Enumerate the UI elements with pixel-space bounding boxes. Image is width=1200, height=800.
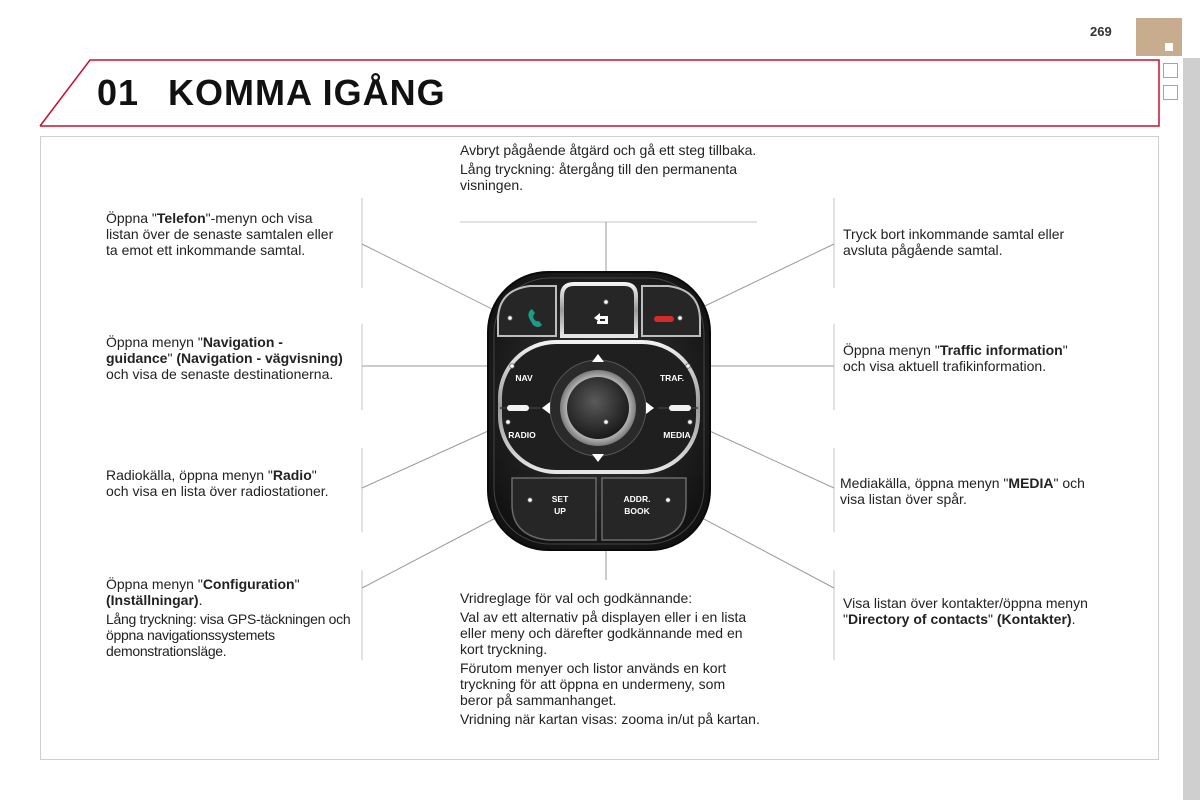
annotation-bold-text: (Kontakter) — [996, 611, 1072, 627]
phone-hangup-icon — [654, 316, 674, 322]
annotation-text: . — [1071, 611, 1076, 627]
annotation-bold-text: Configuration — [202, 576, 295, 592]
annotation-text: " och visa listan över spår. — [840, 475, 1085, 507]
annotation-bold-text: (Inställningar) — [106, 592, 199, 608]
knob-annotation — [460, 590, 760, 730]
annotation-text: " och visa en lista över radiostationer. — [106, 467, 329, 499]
media-button-label: MEDIA — [663, 430, 691, 440]
annotation-text: Öppna " — [106, 210, 157, 226]
annotation-text: Lång tryckning: visa GPS-täckningen och öppna navigationssystemets demonstrationsläge. — [106, 611, 351, 659]
chapter-number: 01 — [97, 72, 140, 113]
right-dash-icon — [669, 405, 691, 411]
traf-button-label: TRAF. — [659, 373, 685, 383]
annotation-text: Tryck bort inkommande samtal eller avsluta pågående samtal. — [843, 226, 1065, 258]
back-button-annotation — [460, 142, 760, 196]
hangup-button-annotation — [843, 226, 1103, 258]
annotation-text: Förutom menyer och listor används en kort tryckning för att öppna en undermeny, som beror på sammanhanget. — [460, 660, 727, 708]
annotation-text: " — [988, 611, 997, 627]
page-number: 269 — [1090, 24, 1112, 39]
rotary-knob — [567, 377, 629, 439]
annotation-text: Öppna menyn " — [106, 334, 203, 350]
annotation-text: Avbryt pågående åtgärd och gå ett steg tillbaka. — [460, 142, 757, 158]
annotation-text: " — [167, 350, 177, 366]
annotation-bold-text: Traffic information — [939, 342, 1063, 358]
radio-button-annotation — [106, 467, 336, 499]
annotation-text: " och visa aktuell trafikinformation. — [843, 342, 1068, 374]
radio-button-label: RADIO — [508, 430, 536, 440]
annotation-text: Vridreglage för val och godkännande: — [460, 590, 693, 606]
phone-button-annotation — [106, 210, 346, 258]
nav-button-annotation — [106, 334, 346, 382]
addr-book-button-annotation — [843, 595, 1088, 627]
annotation-bold-text: Directory of contacts — [847, 611, 989, 627]
annotation-bold-text: (Navigation - vägvisning) — [176, 350, 343, 366]
annotation-text: Visa listan över kontakter/öppna menyn " — [843, 595, 1088, 627]
nav-button-label: NAV — [515, 373, 533, 383]
annotation-text: Mediakälla, öppna menyn " — [840, 475, 1009, 491]
setup-button-label-1: SET — [551, 494, 569, 504]
addr-button-label-2: BOOK — [624, 506, 650, 516]
left-dash-icon — [507, 405, 529, 411]
traffic-button-annotation — [843, 342, 1073, 374]
annotation-text: Val av ett alternativ på displayen eller i en lista eller meny och därefter godkännande med en kort tryckning. — [460, 609, 747, 657]
annotation-bold-text: Radio — [272, 467, 312, 483]
page-title: KOMMA IGÅNG — [168, 72, 446, 113]
annotation-text: Radiokälla, öppna menyn " — [106, 467, 273, 483]
annotation-text: Lång tryckning: återgång till den permanenta visningen. — [460, 161, 738, 193]
addr-button-label-1: ADDR. — [623, 494, 651, 504]
annotation-text: Öppna menyn " — [843, 342, 940, 358]
setup-button-annotation — [106, 576, 356, 662]
annotation-text: Vridning när kartan visas: zooma in/ut på kartan. — [460, 711, 760, 727]
media-button-annotation — [840, 475, 1095, 507]
annotation-text: " — [294, 576, 300, 592]
setup-button-label-2: UP — [554, 506, 566, 516]
annotation-text: Öppna menyn " — [106, 576, 203, 592]
annotation-text: . — [198, 592, 203, 608]
annotation-bold-text: Navigation - guidance — [106, 334, 283, 366]
annotation-text: och visa de senaste destinationerna. — [106, 366, 334, 382]
annotation-bold-text: MEDIA — [1008, 475, 1054, 491]
annotation-bold-text: Telefon — [156, 210, 206, 226]
back-button — [562, 284, 636, 336]
annotation-text: "-menyn och visa listan över de senaste samtalen eller ta emot ett inkommande samtal. — [106, 210, 334, 258]
